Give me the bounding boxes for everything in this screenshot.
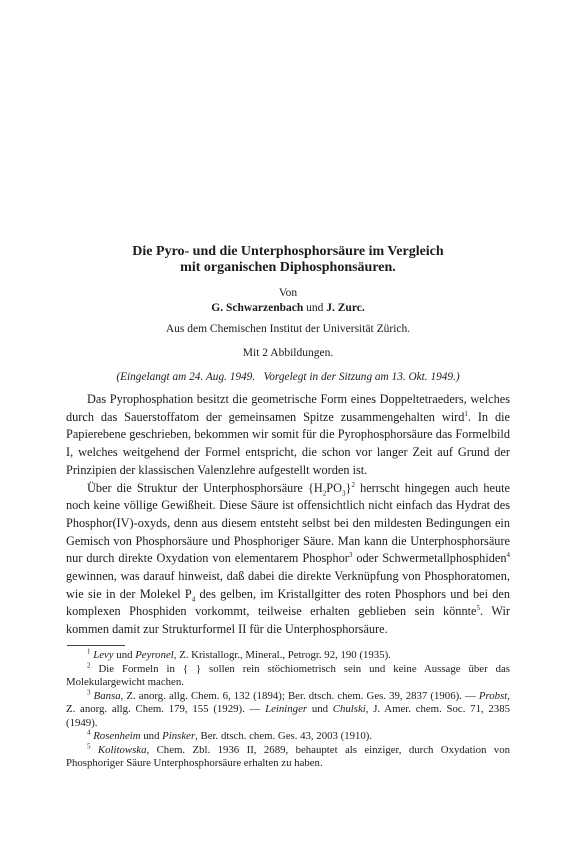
author-1: G. Schwarzenbach: [211, 302, 304, 314]
received-dates: (Eingelangt am 24. Aug. 1949. Vorgelegt in der Sitzung am 13. Okt. 1949.): [116, 371, 460, 383]
footnote-2: $^2$ Die Formeln in { } sollen rein stöchiometrisch sein und keine Aussage über das Molekulargewicht machen.: [66, 660, 510, 688]
article-title-line-1: Die Pyro- und die Unterphosphorsäure im Vergleich: [132, 244, 444, 259]
footnote-ref-5: 5: [476, 604, 480, 613]
body-text: [66, 391, 510, 639]
authors-und: und: [306, 302, 324, 314]
institute-line: Aus dem Chemischen Institut der Universität Zürich.: [165, 323, 411, 335]
author-2: J. Zurc.: [326, 302, 365, 314]
footnote-5: $^5$ Kolitowska, Chem. Zbl. 1936 II, 2689, behauptet als einziger, durch Oxydation von Phosphoriger Säure Unterphosphorsäure erhalten zu haben.: [66, 741, 510, 769]
article-title-line-2: mit organischen Diphosphonsäuren.: [180, 260, 396, 275]
footnote-ref-3: 3: [348, 551, 353, 560]
footnote-ref-4: 4: [506, 551, 510, 560]
byline-von: Von: [278, 287, 298, 299]
figures-note: Mit 2 Abbildungen.: [242, 347, 334, 359]
footnote-ref-2: 2: [351, 480, 355, 489]
footnote-ref-1: 1: [464, 409, 468, 418]
paragraph-1: Das Pyrophosphation besitzt die geometrische Form eines Doppeltetraeders, welches durch das Sauerstoffatom der gemeinsamen Spitze zusammengehalten wird$^1$. In die Papierebene geschrieben, bekommen wir somit für die Pyrophosphorsäure das Formelbild I, welches weitgehend der Formel entspricht, die schon vor langer Zeit auf Grund der Prinzipien der klassischen Valenzlehre aufgestellt worden ist.: [66, 392, 510, 477]
footnote-divider: [67, 645, 125, 646]
footnotes: [66, 649, 510, 771]
footnote-3: $^3$ Bansa, Z. anorg. allg. Chem. 6, 132 (1894); Ber. dtsch. chem. Ges. 39, 2837 (1906). — Probst, Z. anorg. allg. Chem. 179, 155 (1929). — Leininger und Chulski, J. Amer. chem. Soc. 71, 2385 (1949).: [66, 687, 511, 729]
footnote-1: $^1$ Levy und Peyronel, Z. Kristallogr., Mineral., Petrogr. 92, 190 (1935).: [87, 647, 391, 661]
footnote-4: $^4$ Rosenheim und Pinsker, Ber. dtsch. chem. Ges. 43, 2003 (1910).: [87, 728, 373, 742]
authors-line: [60, 301, 516, 315]
paragraph-2: Über die Struktur der Unterphosphorsäure $\{H_2PO_3\}^2$ herrscht hingegen auch heute noch keine völlige Gewißheit. Diese Säure ist offensichtlich nicht einfach das Hydrat des Phosphor(IV)-oxyds, denn aus diesem entsteht selbst bei den mildesten Bedingungen ein Gemisch von Phosphorsäure und Phosphoriger Säure. Man kann die Unterphosphorsäure nur durch direkte Oxydation von elementarem Phosphor$^3$ oder Schwermetallphosphiden$^4$ gewinnen, was darauf hinweist, daß dabei die direkte Verknüpfung von Phosphoratomen, wie sie in der Molekel $P_4$ des gelben, im Kristallgitter des roten Phosphors und bei den komplexen Phosphiden vorkommt, teilweise erhalten geblieben sein könnte$^5$. Wir kommen damit zur Strukturformel II für die Unterphosphorsäure.: [66, 480, 511, 637]
